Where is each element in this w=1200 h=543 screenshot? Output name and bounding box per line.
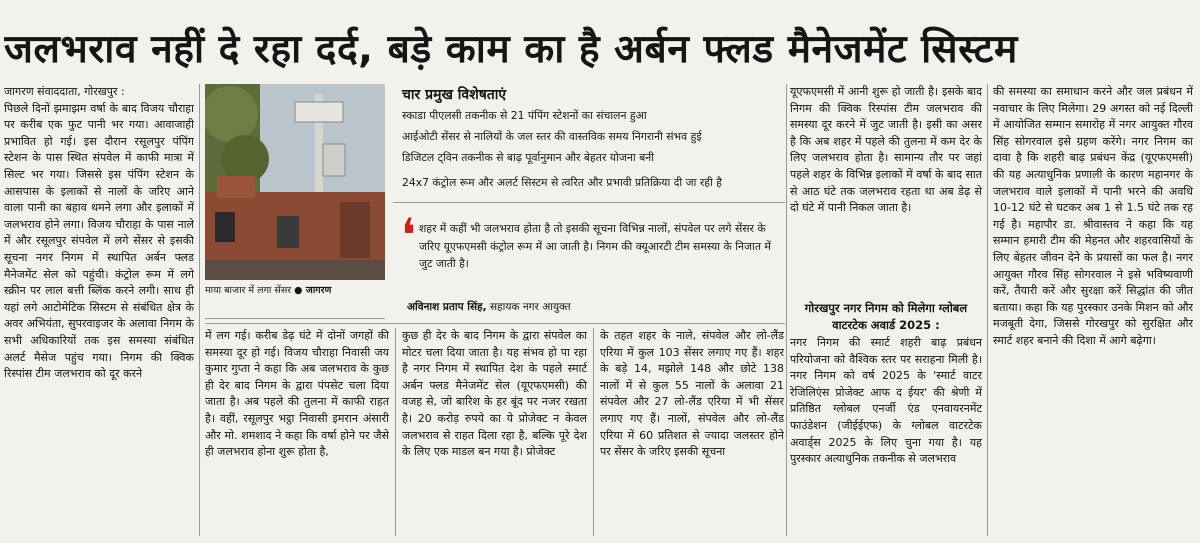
article-column-3 [402, 328, 587, 536]
quote-author [407, 300, 571, 314]
column-divider [786, 84, 787, 536]
article-text-col1: पिछले दिनों झमाझम वर्षा के बाद विजय चौराहा पर करीब एक फुट पानी भर गया। आवाजाही प्रभावित हो गई। इस दौरान रसूलपुर पंपिंग स्टेशन के पास स्थित संपवेल में काफी मात्रा में सिल्ट भर गया। जिससे इस पंपिंग स्टेशन के आसपास के इलाकों से नालों के जरिए आने वाला पानी का बहाव थमने लगा और इलाकों में जलभराव होने लगा। विजय चौराहा के पास नाले में और रसूलपुर संपवेल में लगे सेंसर से इसकी सूचना नगर निगम में स्थापित अर्बन फ्लड मैनेजमेंट सेल को पहुंची। कंट्रोल रूम में लगे स्क्रीन पर लाल बत्ती ब्लिंक करने लगी। साथ ही यहां लगे आटोमेटिक सिस्टम से संबंधित क्षेत्र के अवर अभियंता, सुपरवाइजर के अलावा निगम के सभी अधिकारियों तक इस समस्या संबंधित अलर्ट मैसेज पहुंच गया। निगम की क्विक रिस्पांस टीम जलभराव को दूर करने [4, 101, 194, 381]
article-text-col2: में लग गई। करीब डेढ़ घंटे में दोनों जगहों की समस्या दूर हो गई। विजय चौराहा निवासी जय कुमार गुप्ता ने कहा कि अब जलभराव के कुछ ही देर बाद निगम के द्वारा पंपसेट चला दिया जाता है। अब पहले की तुलना में काफी राहत है। वहीं, रसूलपुर भट्ठा निवासी इमरान अंसारी और मो. शमशाद ने कहा कि वर्षा होने पर जैसे ही जलभराव होना शुरू होता है, [205, 329, 389, 459]
article-column-4 [600, 328, 784, 536]
article-text-col5a: यूएफएमसी में आनी शुरू हो जाती है। इसके बाद निगम की क्विक रिस्पांस टीम जलभराव की समस्या दूर करने में जुट जाती है। इसी का असर है कि अब शहर में पहले की तुलना में कम देर के लिए जलभराव होता है। सामान्य तौर पर जहां पहले शहर के विभिन्न इलाकों में वर्षा के बाद सात से आठ घंटे तक जलभराव रहता था अब डेढ़ से दो घंटे में पानी निकल जाता है। [790, 85, 982, 215]
feature-item: स्काडा पीएलसी तकनीक से 21 पंपिंग स्टेशनों का संचालन हुआ [402, 109, 647, 122]
award-subhead: गोरखपुर नगर निगम को मिलेगा ग्लोबल वाटरटेक अवार्ड 2025 : [804, 301, 968, 332]
column-divider [199, 84, 200, 536]
photo-source: ● जागरण [294, 285, 332, 296]
author-designation: सहायक नगर आयुक्त [489, 301, 571, 313]
column-divider [593, 328, 594, 536]
quote-box [393, 208, 785, 320]
sensor-photo [205, 84, 385, 280]
features-rule [393, 202, 785, 203]
article-column-1 [4, 84, 194, 536]
article-text-col5b: नगर निगम की स्मार्ट शहरी बाढ़ प्रबंधन परियोजना को वैश्विक स्तर पर सराहना मिली है। नगर निगम को वर्ष 2025 के 'स्मार्ट वाटर रेजिलिएंस प्रोजेक्ट आफ द ईयर' की श्रेणी में प्रतिष्ठित ग्लोबल एनर्जी एंड एनवायरनमेंट फाउंडेशन (जीईईएफ) के ग्लोबल वाटरटेक अवार्ड्स 2025 के लिए चुना गया है। यह पुरस्कार अत्याधुनिक तकनीक से जलभराव [790, 336, 982, 466]
author-name: अविनाश प्रताप सिंह, [407, 301, 487, 313]
column-divider [395, 328, 396, 536]
caption-rule [205, 318, 385, 319]
headline: जलभराव नहीं दे रहा दर्द, बड़े काम का है अर्बन फ्लड मैनेजमेंट सिस्टम [4, 27, 1018, 72]
photo-caption [205, 284, 385, 298]
feature-item: डिजिटल ट्विन तकनीक से बाढ़ पूर्वानुमान और बेहतर योजना बनी [402, 151, 655, 164]
features-title: चार प्रमुख विशेषताएं [402, 87, 507, 103]
article-column-2 [205, 328, 389, 536]
caption-text: माया बाजार में लगा सेंसर [205, 285, 292, 296]
feature-item: 24x7 कंट्रोल रूम और अलर्ट सिस्टम से त्वरित और प्रभावी प्रतिक्रिया दी जा रही है [402, 176, 722, 189]
quote-rule [205, 323, 785, 324]
article-column-5-bottom [790, 335, 982, 536]
quote-mark-icon: ❛ [401, 208, 416, 262]
column-divider [987, 84, 988, 536]
feature-item: आईओटी सेंसर से नालियों के जल स्तर की वास्तविक समय निगरानी संभव हुई [402, 130, 702, 143]
quote-text: शहर में कहीं भी जलभराव होता है तो इसकी सूचना विभिन्न नालों, संपवेल पर लगे सेंसर के जरिए यूएफएमसी कंट्रोल रूम में आ जाती है। निगम की क्यूआरटी टीम समस्या के निजात में जुट जाती है। [419, 222, 771, 270]
article-column-6 [993, 84, 1193, 536]
dateline: जागरण संवाददाता, गोरखपुर : [4, 85, 125, 98]
article-text-col3: कुछ ही देर के बाद निगम के द्वारा संपवेल का मोटर चला दिया जाता है। यह संभव हो पा रहा है नगर निगम में स्थापित देश के पहले स्मार्ट अर्बन फ्लड मैनेजमेंट सेल (यूएफएमसी) की वजह से, जो बारिश के हर बूंद पर नजर रखता है। 20 करोड़ रुपये का ये प्रोजेक्ट न केवल जलभराव से राहत दिला रहा है, बल्कि पूरे देश के लिए एक माडल बन गया है। प्रोजेक्ट [402, 329, 587, 459]
article-column-5-top [790, 84, 982, 298]
article-text-col4: के तहत शहर के नाले, संपवेल और लो-लैंड एरिया में कुल 103 सेंसर लगाए गए हैं। शहर के बड़े 14, मझोले 148 और छोटे 138 नालों में से कुल 55 नालों के अलावा 21 संपवेल और 27 लो-लैंड एरिया में भी सेंसर लगाए गए हैं। नालों, संपवेल और लो-लैंड एरिया में 60 प्रतिशत से ज्यादा जलस्तर होने पर सेंसर के जरिए इसकी सूचना [600, 329, 784, 459]
article-text-col6: की समस्या का समाधान करने और जल प्रबंधन में नवाचार के लिए मिलेगा। 29 अगस्त को नई दिल्ली में आयोजित सम्मान समारोह में नगर आयुक्त गौरव सिंह सोगरवाल इसे ग्रहण करेंगे। नगर निगम का दावा है कि शहरी बाढ़ प्रबंधन केंद्र (यूएफएमसी) की यह अत्याधुनिक प्रणाली के कारण महानगर के जलभराव वाले इलाकों में पानी भरने की अवधि 10-12 घंटे से घटकर अब 1 से 1.5 घंटे तक रह गई है। महापौर डा. श्रीवास्तव ने कहा कि यह सम्मान हमारी टीम की मेहनत और शहरवासियों के लिए बेहतर जीवन देने के प्रयासों का फल है। नगर आयुक्त गौरव सिंह सोगरवाल ने इसे भविष्यवाणी करें, तैयारी करें और सुरक्षा करें सिद्धांत की जीत बताया। कहा कि यह पुरस्कार उनके मिशन को और मजबूती देगा, जिससे गोरखपुर को सुरक्षित और स्मार्ट शहर बनाने की दिशा में आगे बढ़ेगा। [993, 85, 1193, 347]
